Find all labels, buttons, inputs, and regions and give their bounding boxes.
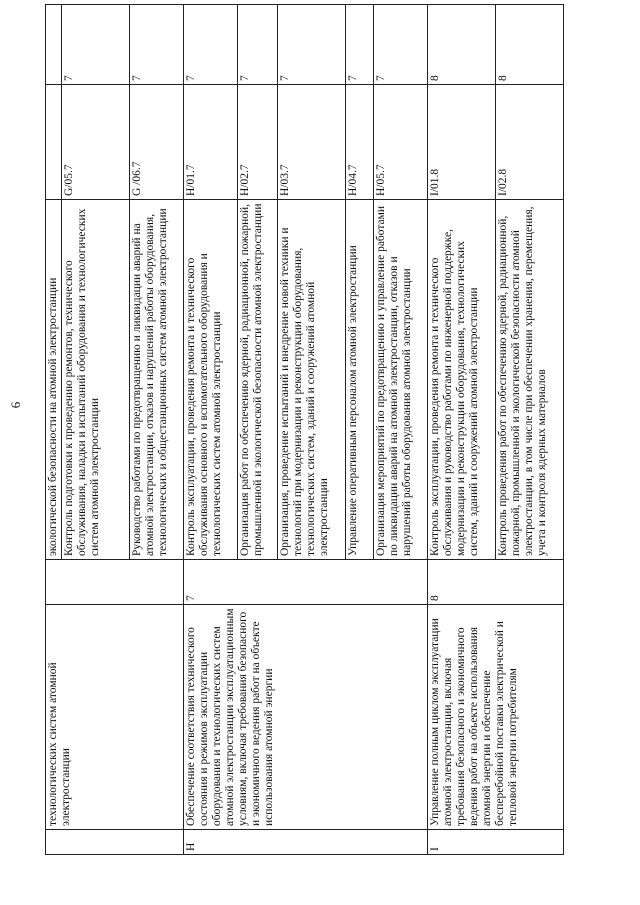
- labor-function-level: [46, 5, 62, 85]
- functions-table: [45, 4, 564, 855]
- labor-function-level: 7: [238, 5, 278, 85]
- labor-function-level: 7: [130, 5, 184, 85]
- labor-function-name: Организация мероприятий по предотвращению и управление работами по ликвидации аварий на атомной электростанции, отказов и нарушений работы оборудования атомной электростанции: [374, 200, 428, 560]
- labor-function-name: Контроль эксплуатации, проведения ремонта и технического обслуживания и руководство работами по инженерной поддержке, модернизации и реконструкции оборудования, технологических систем, зданий и сооружений атомной электростанции: [428, 200, 496, 560]
- qualification-level-cell: [46, 560, 184, 605]
- labor-function-code: H/02.7: [238, 85, 278, 200]
- table-row: [428, 5, 496, 855]
- labor-function-level: 8: [496, 5, 564, 85]
- labor-function-level: 7: [184, 5, 238, 85]
- labor-function-code: H/01.7: [184, 85, 238, 200]
- function-code-cell: H: [184, 830, 428, 855]
- labor-function-name: Организация работ по обеспечению ядерной, радиационной, пожарной, промышленной и экологической безопасности атомной электростанции: [238, 200, 278, 560]
- function-name-cell: технологических систем атомной электростанции: [46, 605, 184, 830]
- labor-function-level: 7: [62, 5, 130, 85]
- labor-function-name: Контроль подготовки к проведению ремонтов, технического обслуживания, наладки и испытаний оборудования и технологических систем атомной электростанции: [62, 200, 130, 560]
- rotated-page: [8, 5, 630, 855]
- labor-function-name: Руководство работами по предотвращению и ликвидации аварий на атомной электростанции, отказов и нарушений работы оборудования, технологических и общестанционных систем атомной электростанции: [130, 200, 184, 560]
- labor-function-code: I/01.8: [428, 85, 496, 200]
- labor-function-level: 7: [278, 5, 346, 85]
- labor-function-code: G/05.7: [62, 85, 130, 200]
- function-code-cell: [46, 830, 184, 855]
- labor-function-level: 7: [346, 5, 374, 85]
- labor-function-code: H/04.7: [346, 85, 374, 200]
- labor-function-level: 8: [428, 5, 496, 85]
- labor-function-name: Управление оперативным персоналом атомной электростанции: [346, 200, 374, 560]
- labor-function-name: экологической безопасности на атомной электростанции: [46, 200, 62, 560]
- labor-function-name: Контроль эксплуатации, проведения ремонта и технического обслуживания основного и вспомогательного оборудования и технологических систем атомной электростанции: [184, 200, 238, 560]
- labor-function-code: G /06.7: [130, 85, 184, 200]
- table-row: [46, 5, 62, 855]
- labor-function-name: Организация, проведение испытаний и внедрение новой техники и технологий при модернизации и реконструкции оборудования, технологических систем, зданий и сооружений атомной электростанции: [278, 200, 346, 560]
- labor-function-code: H/05.7: [374, 85, 428, 200]
- qualification-level-cell: 7: [184, 560, 428, 605]
- function-name-cell: Управление полным циклом эксплуатации атомной электростанции, включая требования безопасного и экономичного ведения работ на объекте использования атомной энергии и обеспечение бесперебойной поставки электрической и тепловой энергии потребителям: [428, 605, 564, 830]
- table-row: [184, 5, 238, 855]
- labor-function-name: Контроль проведения работ по обеспечению ядерной, радиационной, пожарной, промышленной и экологической безопасности атомной электростанции, в том числе при обеспечении хранения, перемещения, учета и контроля ядерных материалов: [496, 200, 564, 560]
- labor-function-code: H/03.7: [278, 85, 346, 200]
- qualification-level-cell: 8: [428, 560, 564, 605]
- labor-function-level: 7: [374, 5, 428, 85]
- labor-function-code: I/02.8: [496, 85, 564, 200]
- labor-function-code: [46, 85, 62, 200]
- page-number: 6: [8, 401, 23, 409]
- function-code-cell: I: [428, 830, 564, 855]
- function-name-cell: Обеспечение соответствия технического состояния и режимов эксплуатации оборудования и технологических систем атомной электростанции эксплуатационным условиям, включая требования безопасного и экономичного ведения работ на объекте использования атомной энергии: [184, 605, 428, 830]
